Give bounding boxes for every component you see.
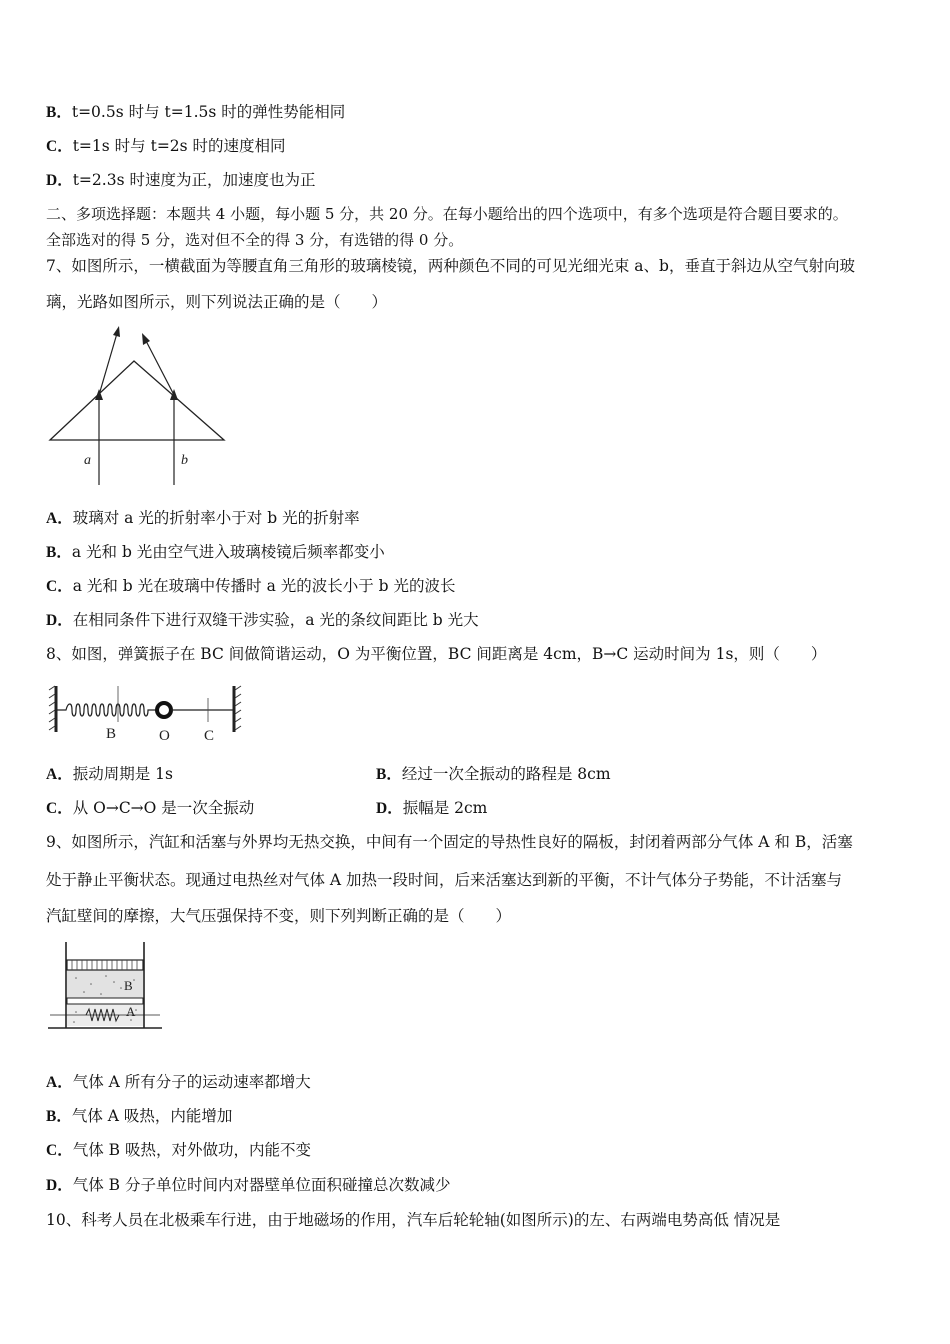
option-label: B． — [376, 766, 402, 783]
option-text: 振动周期是 1s — [72, 765, 173, 783]
label-B: B — [106, 726, 117, 742]
label-gas-A: A — [126, 1004, 136, 1019]
option-label: B． — [46, 104, 72, 121]
option-label: D． — [46, 172, 73, 189]
q9-stem-line1: 9、如图所示，汽缸和活塞与外界均无热交换，中间有一个固定的导热性良好的隔板，封闭着两部分气体 A 和 B，活塞 — [46, 833, 853, 851]
option-text: 气体 B 吸热，对外做功，内能不变 — [72, 1141, 311, 1159]
oscillator-ball — [157, 703, 171, 717]
option-label: D． — [46, 612, 73, 629]
option-text: 气体 B 分子单位时间内对器壁单位面积碰撞总次数减少 — [72, 1176, 451, 1194]
option-label: C． — [46, 578, 73, 595]
option-label: A． — [46, 766, 73, 783]
option-label: C． — [46, 138, 73, 155]
ray-b-refracted — [144, 337, 174, 395]
option-label: A． — [46, 510, 73, 527]
prism-triangle — [50, 361, 224, 440]
q9-option-b — [46, 1106, 232, 1127]
label-O: O — [159, 728, 170, 744]
label-C: C — [204, 728, 215, 744]
q8-option-d — [376, 798, 487, 819]
label-a: a — [84, 453, 91, 468]
cylinder-figure — [46, 940, 166, 1040]
option-text: t=2.3s 时速度为正，加速度也为正 — [72, 171, 316, 189]
option-label: D． — [376, 800, 403, 817]
q9-option-c — [46, 1140, 311, 1161]
option-text: t=0.5s 时与 t=1.5s 时的弹性势能相同 — [71, 103, 346, 121]
q9-option-a — [46, 1072, 311, 1093]
q7-option-d — [46, 610, 479, 631]
option-text: 在相同条件下进行双缝干涉实验，a 光的条纹间距比 b 光大 — [72, 611, 479, 629]
option-label: A． — [46, 1074, 73, 1091]
q8-stem: 8、如图，弹簧振子在 BC 间做简谐运动，O 为平衡位置，BC 间距离是 4cm，B→C 运动时间为 1s，则（ ） — [46, 645, 827, 663]
spring-oscillator-figure — [46, 680, 246, 745]
q7-stem-line2: 璃，光路如图所示，则下列说法正确的是（ ） — [46, 293, 388, 311]
q10-stem: 10、科考人员在北极乘车行进，由于地磁场的作用，汽车后轮轮轴(如图所示)的左、右两端电势高低 情况是 — [46, 1211, 781, 1229]
option-label: B． — [46, 1108, 72, 1125]
left-wall-hatch — [49, 686, 55, 730]
option-text: 玻璃对 a 光的折射率小于对 b 光的折射率 — [72, 509, 360, 527]
label-b: b — [181, 453, 188, 468]
option-text: t=1s 时与 t=2s 时的速度相同 — [72, 137, 286, 155]
section-header-line1: 二、多项选择题：本题共 4 小题，每小题 5 分，共 20 分。在每小题给出的四个选项中，有多个选项是符合题目要求的。 — [46, 205, 848, 223]
label-gas-B: B — [124, 978, 133, 993]
q8-option-a — [46, 764, 173, 785]
ray-b-out-arrow — [142, 333, 150, 345]
q6-option-b — [46, 102, 345, 123]
option-label: C． — [46, 1142, 73, 1159]
ray-a-out-arrow — [113, 326, 120, 337]
q9-option-d — [46, 1175, 450, 1196]
q6-option-d — [46, 170, 315, 191]
q8-option-b — [376, 764, 611, 785]
q7-stem-line1: 7、如图所示，一横截面为等腰直角三角形的玻璃棱镜，两种颜色不同的可见光细光束 a、b，垂直于斜边从空气射向玻 — [46, 257, 855, 275]
option-text: a 光和 b 光在玻璃中传播时 a 光的波长小于 b 光的波长 — [72, 577, 456, 595]
q9-stem-line3: 汽缸壁间的摩擦，大气压强保持不变，则下列判断正确的是（ ） — [46, 907, 512, 925]
option-text: 气体 A 吸热，内能增加 — [71, 1107, 233, 1125]
option-text: 从 O→C→O 是一次全振动 — [72, 799, 255, 817]
option-text: 经过一次全振动的路程是 8cm — [401, 765, 611, 783]
option-text: 气体 A 所有分子的运动速率都增大 — [72, 1073, 311, 1091]
q6-option-c — [46, 136, 286, 157]
spring-coil — [56, 704, 158, 716]
q7-option-c — [46, 576, 456, 597]
q7-option-a — [46, 508, 360, 529]
option-text: 振幅是 2cm — [402, 799, 488, 817]
option-label: C． — [46, 800, 73, 817]
q8-option-c — [46, 798, 254, 819]
option-label: D． — [46, 1177, 73, 1194]
option-label: B． — [46, 544, 72, 561]
section-header-line2: 全部选对的得 5 分，选对但不全的得 3 分，有选错的得 0 分。 — [46, 231, 464, 249]
right-wall-hatch — [235, 686, 241, 730]
option-text: a 光和 b 光由空气进入玻璃棱镜后频率都变小 — [71, 543, 385, 561]
q9-stem-line2: 处于静止平衡状态。现通过电热丝对气体 A 加热一段时间，后来活塞达到新的平衡，不计气体分子势能，不计活塞与 — [46, 871, 843, 889]
prism-figure — [46, 325, 231, 490]
q7-option-b — [46, 542, 385, 563]
